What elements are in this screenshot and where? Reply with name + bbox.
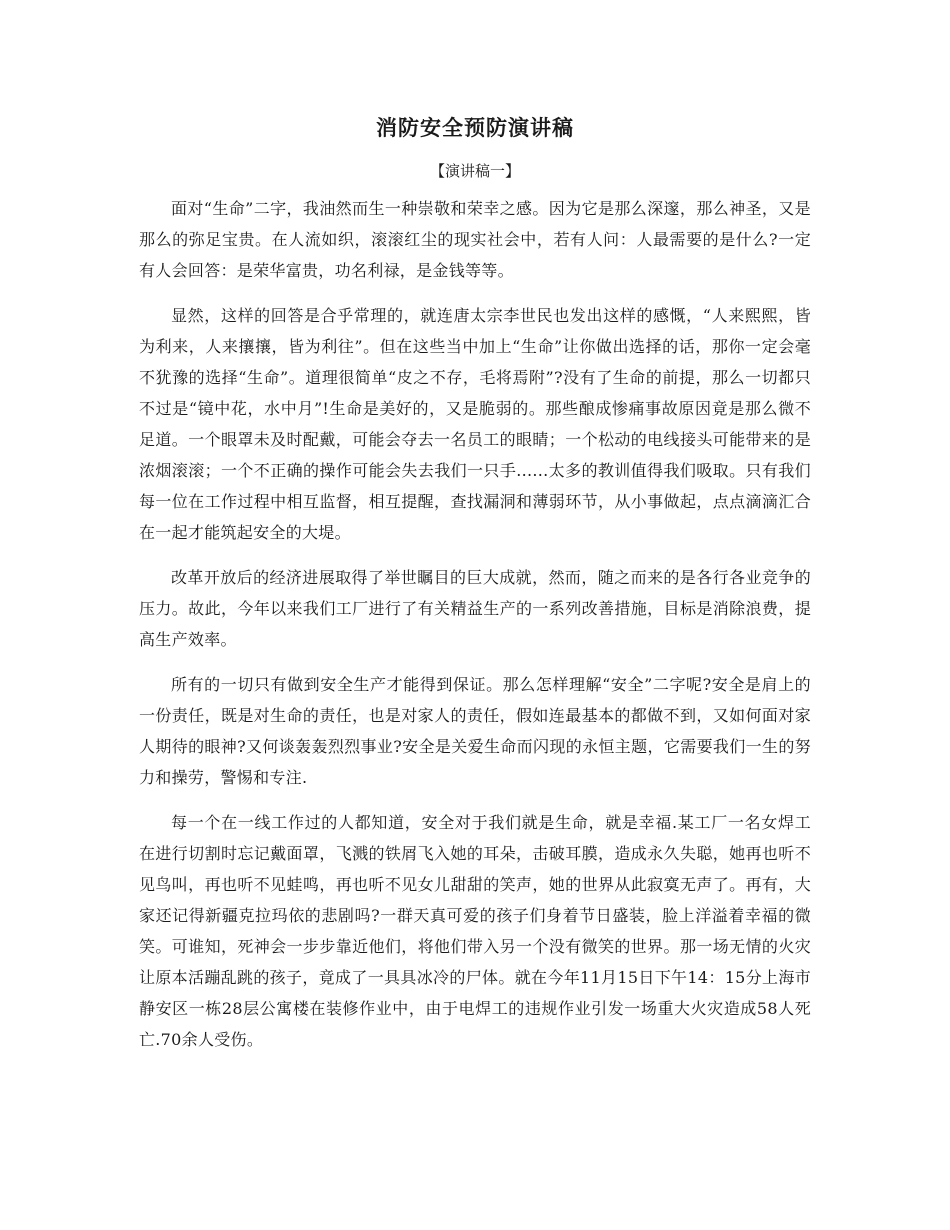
document-body	[139, 193, 811, 1069]
paragraph: 每一个在一线工作过的人都知道，安全对于我们就是生命，就是幸福.某工厂一名女焊工在进行切割时忘记戴面罩，飞溅的铁屑飞入她的耳朵，击破耳膜，造成永久失聪，她再也听不见鸟叫，再也听不见蛙鸣，再也听不见女儿甜甜的笑声，她的世界从此寂寞无声了。再有，大家还记得新疆克拉玛依的悲剧吗?一群天真可爱的孩子们身着节日盛装，脸上洋溢着幸福的微笑。可谁知，死神会一步步靠近他们，将他们带入另一个没有微笑的世界。那一场无情的火灾让原本活蹦乱跳的孩子，竟成了一具具冰冷的尸体。就在今年11月15日下午14：15分上海市静安区一栋28层公寓楼在装修作业中，由于电焊工的违规作业引发一场重大火灾造成58人死亡.70余人受伤。	[139, 813, 811, 1049]
paragraph: 改革开放后的经济进展取得了举世瞩目的巨大成就，然而，随之而来的是各行各业竞争的压力。故此，今年以来我们工厂进行了有关精益生产的一系列改善措施，目标是消除浪费，提高生产效率。	[139, 568, 811, 649]
document-subtitle: 【演讲稿一】	[429, 162, 520, 180]
paragraph: 显然，这样的回答是合乎常理的，就连唐太宗李世民也发出这样的感慨，“人来熙熙，皆为利来，人来攘攘，皆为利往”。但在这些当中加上“生命”让你做出选择的话，那你一定会毫不犹豫的选择“生命”。道理很简单“皮之不存，毛将焉附”?没有了生命的前提，那么一切都只不过是“镜中花，水中月”!生命是美好的，又是脆弱的。那些酿成惨痛事故原因竟是那么微不足道。一个眼罩未及时配戴，可能会夺去一名员工的眼睛；一个松动的电线接头可能带来的是浓烟滚滚；一个不正确的操作可能会失去我们一只手......太多的教训值得我们吸取。只有我们每一位在工作过程中相互监督，相互提醒，查找漏洞和薄弱环节，从小事做起，点点滴滴汇合在一起才能筑起安全的大堤。	[139, 306, 811, 542]
paragraph: 面对“生命”二字，我油然而生一种崇敬和荣幸之感。因为它是那么深邃，那么神圣，又是那么的弥足宝贵。在人流如织，滚滚红尘的现实社会中，若有人问：人最需要的是什么?一定有人会回答：是荣华富贵，功名利禄，是金钱等等。	[139, 199, 811, 280]
document-title: 消防安全预防演讲稿	[376, 115, 574, 140]
paragraph: 所有的一切只有做到安全生产才能得到保证。那么怎样理解“安全”二字呢?安全是肩上的一份责任，既是对生命的责任，也是对家人的责任，假如连最基本的都做不到，又如何面对家人期待的眼神?又何谈轰轰烈烈事业?安全是关爱生命而闪现的永恒主题，它需要我们一生的努力和操劳，警惕和专注.	[139, 675, 811, 787]
